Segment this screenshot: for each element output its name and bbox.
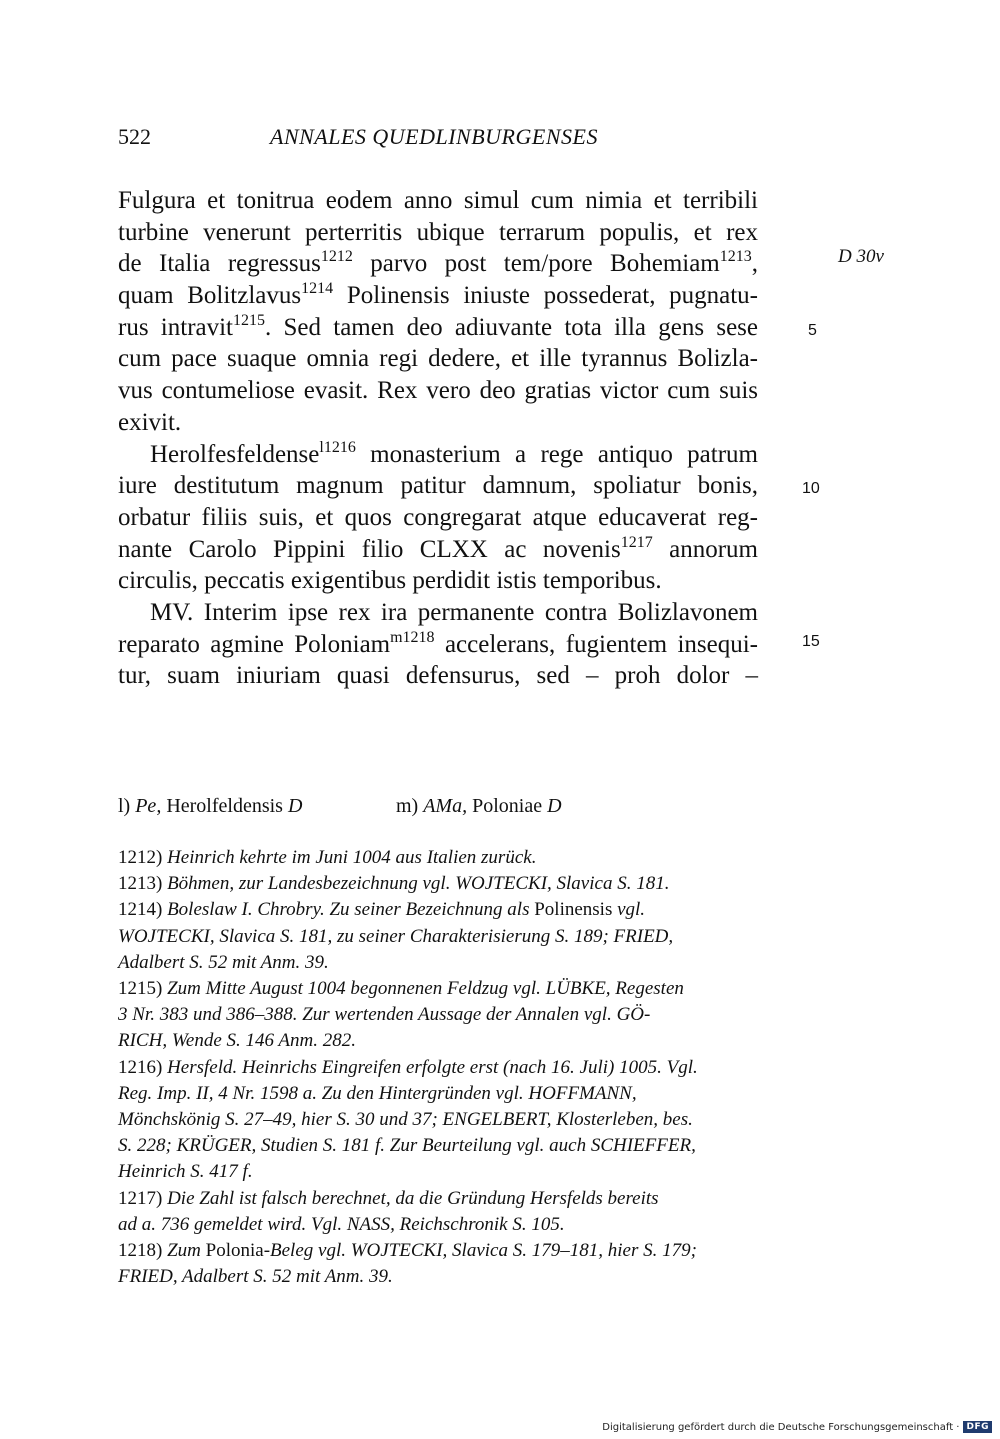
footnote-1212: 1212) Heinrich kehrte im Juni 1004 aus Italien zurück. <box>118 847 537 868</box>
footnote-1217: 1217) Die Zahl ist falsch berechnet, da die Gründung Hersfelds bereits <box>118 1187 659 1209</box>
footnote-1218: 1218) Zum Polonia-Beleg vgl. WOJTECKI, Slavica S. 179–181, hier S. 179; <box>118 1240 697 1262</box>
footnote-line: Reg. Imp. II, 4 Nr. 1598 a. Zu den Hintergründen vgl. HOFFMANN, <box>118 1082 637 1104</box>
footnote-line: ad a. 736 gemeldet wird. Vgl. NASS, Reichschronik S. 105. <box>118 1213 565 1235</box>
text-line: Herolfesfeldense$^{l1216}$ monasterium a rege antiquo patrum <box>150 438 758 468</box>
footnote-line: Mönchskönig S. 27–49, hier S. 30 und 37; ENGELBERT, Klosterleben, bes. <box>118 1109 693 1131</box>
text-line: nante Carolo Pippini filio CLXX ac novenis$^{1217}$ annorum <box>118 533 758 563</box>
footnote-line: Adalbert S. 52 mit Anm. 39. <box>118 951 329 973</box>
footnote-line: RICH, Wende S. 146 Anm. 282. <box>118 1030 357 1052</box>
footnote-ref[interactable]: 1215 <box>233 311 266 329</box>
critical-apparatus <box>118 795 758 818</box>
main-text <box>118 185 758 692</box>
footnote-ref[interactable]: 1214 <box>301 280 334 298</box>
footnote-line: S. 228; KRÜGER, Studien S. 181 f. Zur Beurteilung vgl. auch SCHIEFFER, <box>118 1135 696 1157</box>
line-number-10: 10 <box>802 480 820 497</box>
funding-footer <box>602 1421 992 1433</box>
text-line: rus intravit$^{1215}$. Sed tamen deo adiuvante tota illa gens sese <box>118 311 758 341</box>
footnote-line: 3 Nr. 383 und 386–388. Zur wertenden Aussage der Annalen vgl. GÖ- <box>118 1004 651 1026</box>
folio-marker: D 30v <box>838 246 884 267</box>
footnote-ref[interactable]: l1216 <box>319 438 356 456</box>
text-line: reparato agmine Poloniam$^{m1218}$ accelerans, fugientem insequi- <box>118 628 758 658</box>
text-line: de Italia regressus$^{1212}$ parvo post tem/pore Bohemiam$^{1213}$, <box>118 248 759 278</box>
dfg-logo: DFG <box>963 1421 992 1433</box>
apparatus-entry-l: l) Pe, Herolfeldensis D <box>118 795 303 817</box>
line-number-15: 15 <box>802 633 820 650</box>
footnote-line: Heinrich S. 417 f. <box>118 1161 253 1183</box>
text-line: exivit. <box>118 408 182 436</box>
text-line: orbatur filiis suis, et quos congregarat atque educaverat reg- <box>118 503 758 531</box>
apparatus-entry-m: m) AMa, Poloniae D <box>396 795 562 817</box>
footnote-ref[interactable]: 1212 <box>320 248 353 266</box>
line-number-5: 5 <box>808 322 817 339</box>
text-line: MV. Interim ipse rex ira permanente contra Bolizlavonem <box>150 598 758 626</box>
footnote-ref[interactable]: 1213 <box>719 248 752 266</box>
text-line: circulis, peccatis exigentibus perdidit istis temporibus. <box>118 567 662 595</box>
footnote-line: WOJTECKI, Slavica S. 181, zu seiner Charakterisierung S. 189; FRIED, <box>118 925 674 947</box>
footnote-ref[interactable]: m1218 <box>390 628 435 646</box>
text-line: Fulgura et tonitrua eodem anno simul cum nimia et terribili <box>118 187 758 214</box>
text-line: cum pace suaque omnia regi dedere, et ille tyrannus Bolizla- <box>118 345 758 373</box>
text-line: iure destitutum magnum patitur damnum, spoliatur bonis, <box>118 472 758 500</box>
funding-text: Digitalisierung gefördert durch die Deutsche Forschungsgemeinschaft · <box>602 1421 960 1433</box>
footnote-1216: 1216) Hersfeld. Heinrichs Eingreifen erfolgte erst (nach 16. Juli) 1005. Vgl. <box>118 1056 698 1078</box>
footnotes <box>118 845 754 1290</box>
footnote-1215: 1215) Zum Mitte August 1004 begonnenen Feldzug vgl. LÜBKE, Regesten <box>118 978 684 1000</box>
footnote-1214: 1214) Boleslaw I. Chrobry. Zu seiner Bezeichnung als Polinensis vgl. <box>118 899 646 921</box>
page-number: 522 <box>118 124 151 149</box>
footnote-ref[interactable]: 1217 <box>620 533 653 551</box>
text-line: turbine venerunt perterritis ubique terrarum populis, et rex <box>118 218 758 246</box>
text-line: tur, suam iniuriam quasi defensurus, sed – proh dolor – <box>118 662 758 690</box>
running-head: ANNALES QUEDLINBURGENSES <box>270 124 598 149</box>
text-line: vus contumeliose evasit. Rex vero deo gratias victor cum suis <box>118 377 758 405</box>
footnote-line: FRIED, Adalbert S. 52 mit Anm. 39. <box>118 1266 393 1288</box>
text-line: quam Bolitzlavus$^{1214}$ Polinensis iniuste possederat, pugnatu- <box>118 280 759 310</box>
footnote-1213: 1213) Böhmen, zur Landesbezeichnung vgl. WOJTECKI, Slavica S. 181. <box>118 873 670 895</box>
